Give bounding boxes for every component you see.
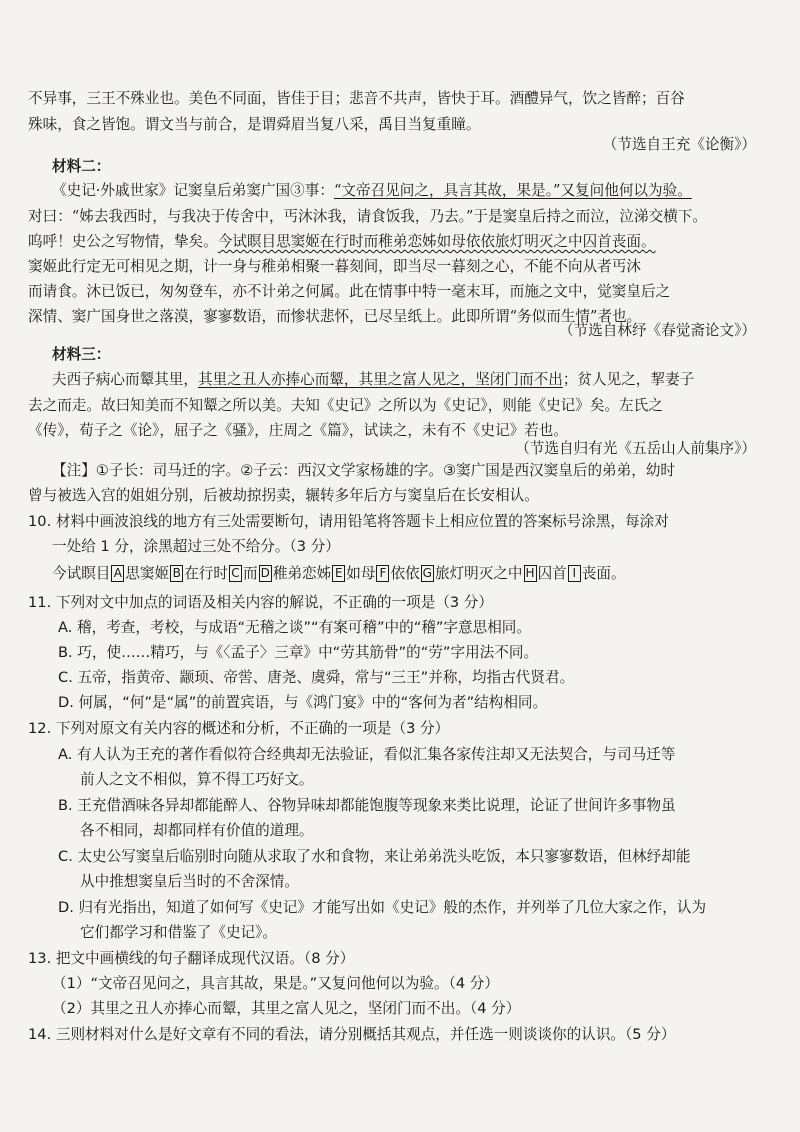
- material3-underlined-sentence: 其里之丑人亦捧心而颦，其里之富人见之，坚闭门而不出: [197, 371, 563, 388]
- material2-text: 呜呼！史公之写物情，挚矣。: [28, 233, 218, 250]
- q10-segment: 依依: [390, 565, 420, 582]
- question-10-stem: 一处给 1 分，涂黑超过三处不给分。（3 分）: [52, 538, 340, 555]
- q10-segment: 旅灯明灭之中: [434, 565, 523, 582]
- q13-sentence-2: （2）其里之丑人亦捧心而颦，其里之富人见之，坚闭门而不出。（4 分）: [52, 1000, 521, 1017]
- question-10-stem: 10. 材料中画波浪线的地方有三处需要断句，请用铅笔将答题卡上相应位置的答案标号涂黑，每涂对: [28, 513, 669, 530]
- material2-line: 对曰：“姊去我西时，与我决于传舍中，丐沐沐我，请食饭我，乃去。”于是窦皇后持之而泣，泣涕交横下。: [28, 208, 707, 225]
- q10-segment: 思窦姬: [125, 565, 170, 582]
- answer-box-E[interactable]: E: [332, 565, 345, 582]
- q10-segment: 今试瞑目: [52, 565, 111, 582]
- note-line: 【注】①子长：司马迁的字。②子云：西汉文学家杨雄的字。③窦广国是西汉窦皇后的弟弟，幼时: [52, 462, 676, 479]
- material3-source: （节选自归有光《五岳山人前集序》）: [515, 440, 756, 457]
- q10-segment: 而: [242, 565, 258, 582]
- q12-option-C-cont: 从中推想窦皇后当时的不舍深情。: [80, 873, 299, 890]
- answer-box-A[interactable]: A: [111, 565, 124, 582]
- answer-box-G[interactable]: G: [422, 566, 432, 580]
- q10-answer-options: [52, 563, 626, 585]
- material1-source: （节选自王充《论衡》）: [602, 136, 756, 153]
- answer-box-F[interactable]: F: [376, 565, 389, 582]
- material2-line: [52, 180, 692, 202]
- answer-box-I[interactable]: I: [568, 565, 581, 582]
- material2-line: 深情、窦广国身世之落漠，寥寥数语，而惨状悲怀，已尽呈纸上。此即所谓“务似而生情”者也。: [28, 308, 642, 325]
- answer-box-C[interactable]: C: [229, 565, 242, 582]
- question-13-stem: 13. 把文中画横线的句子翻译成现代汉语。（8 分）: [28, 950, 355, 967]
- q10-segment: 稚弟恋姊: [272, 565, 332, 582]
- q11-option-A[interactable]: A. 稽，考查，考校，与成语“无稽之谈”“有案可稽”中的“稽”字意思相同。: [58, 619, 531, 636]
- material2-heading: 材料二：: [52, 158, 111, 175]
- q10-segment: 丧面。: [581, 565, 626, 582]
- q12-option-C[interactable]: C. 太史公写窦皇后临别时向随从求取了水和食物，来让弟弟洗头吃饭，本只寥寥数语，但林纾却能: [58, 848, 691, 865]
- q10-segment: 囚首: [537, 565, 567, 582]
- q11-option-B[interactable]: B. 巧，使……精巧，与《〈孟子〉三章》中“劳其筋骨”的“劳”字用法不同。: [58, 644, 539, 661]
- material2-wavy-sentence: 今试瞑目思窦姬在行时而稚弟恋姊如母依依旅灯明灭之中囚首丧面。: [217, 233, 656, 250]
- material3-line: 去之而走。故曰知美而不知颦之所以美。夫知《史记》之所以为《史记》，则能《史记》矣。左氏之: [28, 397, 663, 414]
- q12-option-A[interactable]: A. 有人认为王充的著作看似符合经典却无法验证，看似汇集各家传注却又无法契合，与司马迁等: [58, 746, 676, 763]
- material2-source: （节选自林纾《春觉斋论文》）: [558, 322, 756, 339]
- q11-option-D[interactable]: D. 何属，“何”是“属”的前置宾语，与《鸿门宴》中的“客何为者”结构相同。: [58, 694, 548, 711]
- q12-option-B-cont: 各不相同，却都同样有价值的道理。: [80, 822, 314, 839]
- material3-heading: 材料三：: [52, 346, 111, 363]
- answer-box-D[interactable]: D: [260, 566, 270, 580]
- q10-segment: 如母: [346, 565, 376, 582]
- material1-line: 殊味，食之皆饱。谓文当与前合，是谓舜眉当复八采，禹目当复重瞳。: [28, 116, 481, 133]
- note-line: 曾与被选入宫的姐姐分别，后被劫掠拐卖，辗转多年后方与窦皇后在长安相认。: [28, 487, 539, 504]
- answer-box-H[interactable]: H: [525, 566, 535, 580]
- material2-line: 窦姬此行定无可相见之期，计一身与稚弟相聚一暮刻间，即当尽一暮刻之心，不能不向从者丐沐: [28, 258, 641, 275]
- q12-option-D-cont: 它们都学习和借鉴了《史记》。: [80, 924, 278, 941]
- material2-text: 《史记·外戚世家》记窦皇后弟窦广国③事：: [52, 182, 334, 199]
- material3-line: [52, 369, 694, 391]
- material3-text: ；贫人见之，挈妻子: [562, 371, 695, 388]
- question-12-stem: 12. 下列对原文有关内容的概述和分析，不正确的一项是（3 分）: [28, 720, 450, 737]
- material2-line: [28, 231, 656, 253]
- material1-line: 不异事，三王不殊业也。美色不同面，皆佳于目；悲音不共声，皆快于耳。酒醴异气，饮之皆醉；百谷: [28, 90, 685, 107]
- question-14-stem: 14. 三则材料对什么是好文章有不同的看法，请分别概括其观点，并任选一则谈谈你的认识。（5 分）: [28, 1026, 676, 1043]
- q12-option-A-cont: 前人之文不相似，算不得工巧好文。: [80, 771, 314, 788]
- material3-text: 夫西子病心而颦其里，: [52, 371, 198, 388]
- material2-underlined-sentence: “文帝召见问之，具言其故，果是。”又复问他何以为验。: [333, 182, 692, 199]
- material2-line: 而请食。沐已饭已，匆匆登车，亦不计弟之何属。此在情事中特一毫末耳，而施之文中，觉窦皇后之: [28, 283, 671, 300]
- q11-option-C[interactable]: C. 五帝，指黄帝、颛顼、帝喾、唐尧、虞舜，常与“三王”并称，均指古代贤君。: [58, 669, 575, 686]
- q12-option-B[interactable]: B. 王充借酒味各异却都能醉人、谷物异味却都能饱腹等现象来类比说理，论证了世间许多事物虽: [58, 797, 676, 814]
- material3-line: 《传》，荀子之《论》，屈子之《骚》，庄周之《篇》，试读之，未有不《史记》若也。: [28, 422, 568, 439]
- q13-sentence-1: （1）“文帝召见问之，具言其故，果是。”又复问他何以为验。（4 分）: [52, 975, 499, 992]
- question-11-stem: 11. 下列对文中加点的词语及相关内容的解说，不正确的一项是（3 分）: [28, 594, 493, 611]
- answer-box-B[interactable]: B: [170, 565, 183, 582]
- q10-segment: 在行时: [184, 565, 228, 582]
- q12-option-D[interactable]: D. 归有光指出，知道了如何写《史记》才能写出如《史记》般的杰作，并列举了几位大家之作，认为: [58, 899, 707, 916]
